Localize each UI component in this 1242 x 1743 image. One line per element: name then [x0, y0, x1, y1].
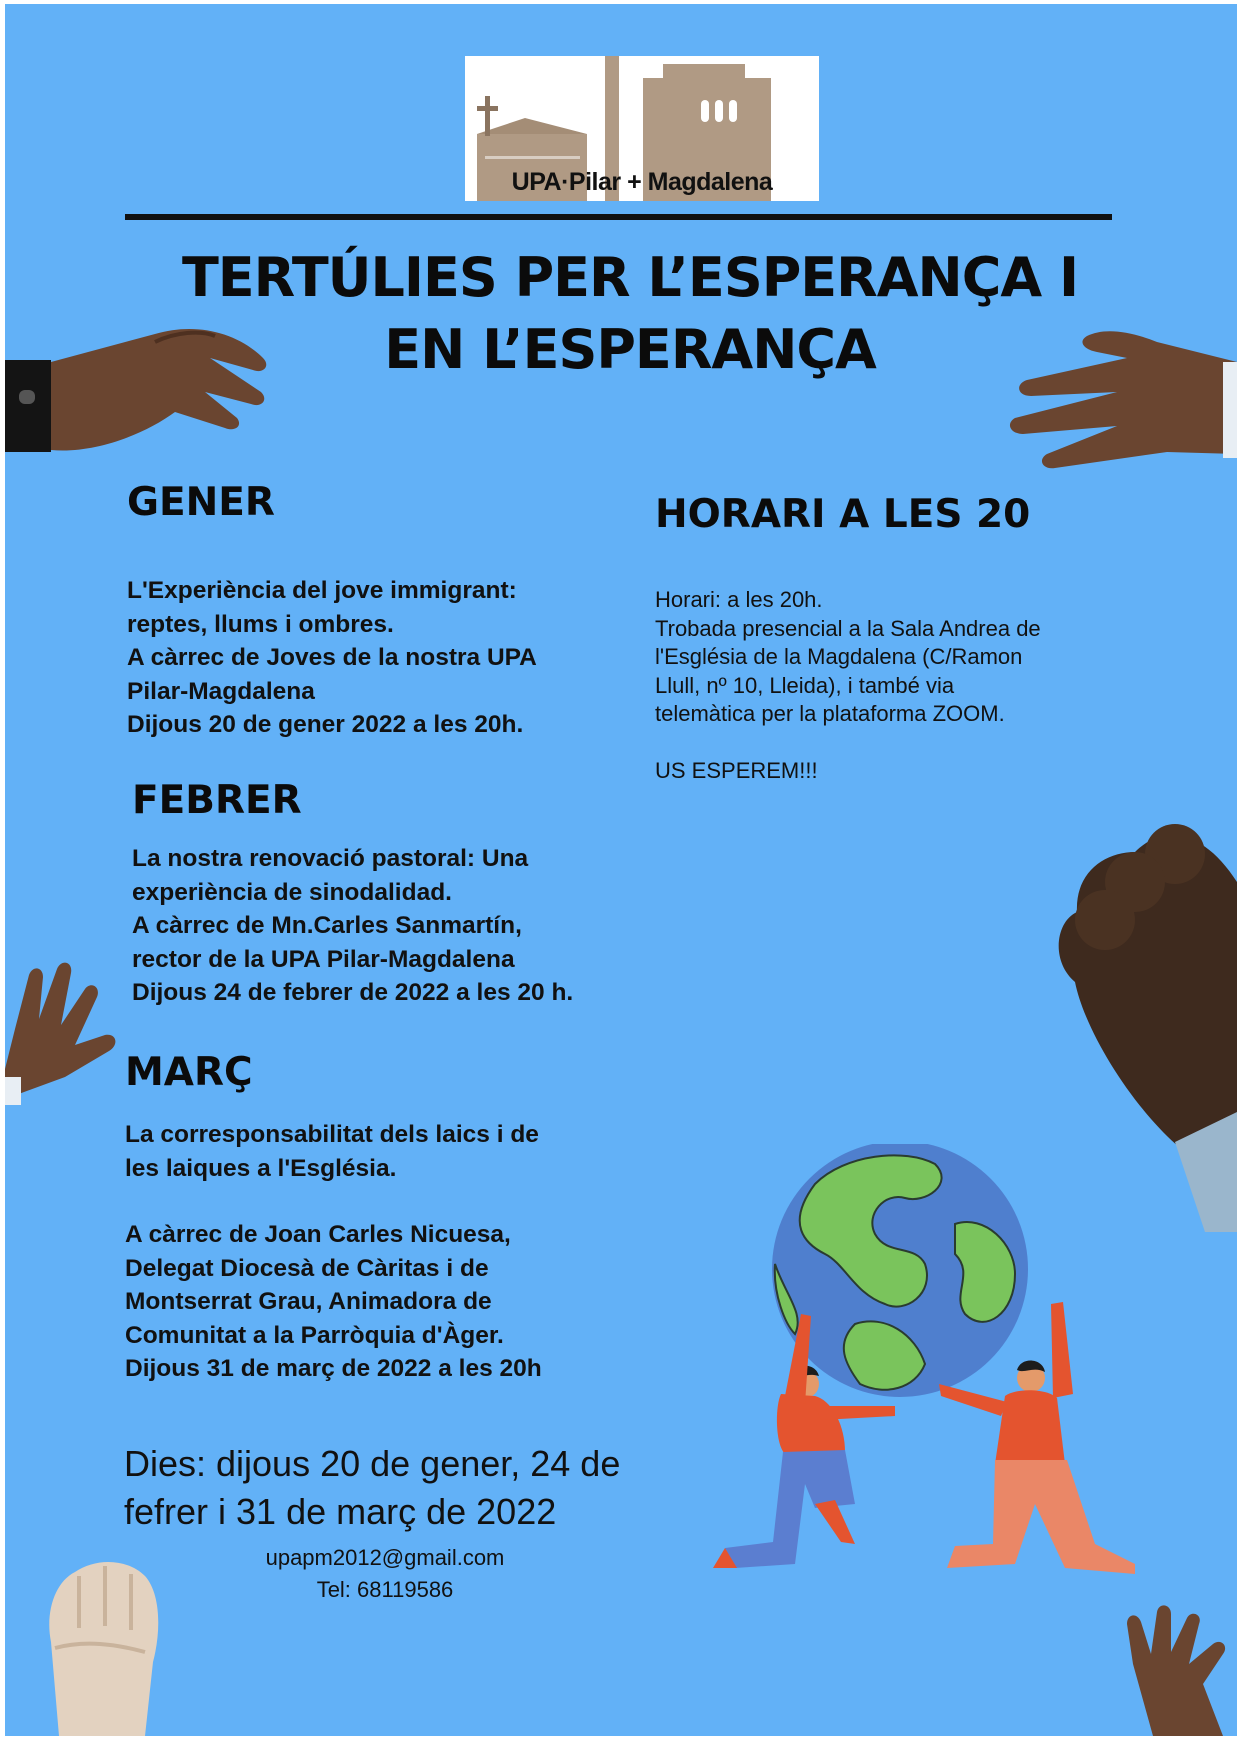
marc-line: les laiques a l'Església.: [125, 1154, 397, 1182]
gener-line: A càrrec de Joves de la nostra UPA: [127, 644, 537, 671]
marc-line: Dijous 31 de març de 2022 a les 20h: [125, 1355, 542, 1382]
gener-line: Dijous 20 de gener 2022 a les 20h.: [127, 711, 524, 738]
febrer-heading: FEBRER: [132, 778, 302, 823]
contact-info: [185, 1542, 585, 1606]
fist-bottom-left-icon: [45, 1552, 165, 1736]
hand-bottom-right-icon: [1123, 1604, 1237, 1736]
gener-line: Pilar-Magdalena: [127, 677, 315, 705]
dates-line-1: Dies: dijous 20 de gener, 24 de: [124, 1443, 621, 1484]
horari-heading: HORARI A LES 20: [655, 492, 1031, 537]
header-divider: [125, 214, 1112, 220]
marc-line: Delegat Diocesà de Càritas i de: [125, 1254, 489, 1282]
gener-line: reptes, llums i ombres.: [127, 610, 394, 638]
marc-body: [125, 1118, 542, 1386]
horari-line: l'Església de la Magdalena (C/Ramon: [655, 644, 1023, 669]
logo-text: UPA·Pilar + Magdalena: [511, 168, 773, 196]
febrer-line: Dijous 24 de febrer de 2022 a les 20 h.: [132, 979, 574, 1006]
spacer: [125, 1185, 542, 1218]
gener-line: L'Experiència del jove immigrant:: [127, 577, 517, 604]
marc-line: Montserrat Grau, Animadora de: [125, 1288, 492, 1315]
page-title: [135, 242, 1125, 386]
contact-phone: Tel: 68119586: [316, 1577, 454, 1602]
spacer: [655, 729, 1041, 757]
contact-email: upapm2012@gmail.com: [265, 1545, 505, 1570]
title-line-1: TERTÚLIES PER L’ESPERANÇA I: [181, 246, 1079, 309]
febrer-line: A càrrec de Mn.Carles Sanmartín,: [132, 912, 522, 939]
hand-top-left-icon: [5, 322, 275, 472]
horari-line: Horari: a les 20h.: [655, 587, 823, 612]
gener-heading: GENER: [127, 480, 275, 525]
horari-line: US ESPEREM!!!: [655, 757, 818, 783]
febrer-line: experiència de sinodalidad.: [132, 878, 452, 906]
horari-line: Llull, nº 10, Lleida), i també via: [655, 672, 955, 698]
marc-line: A càrrec de Joan Carles Nicuesa,: [125, 1221, 511, 1248]
horari-body: [655, 586, 1041, 785]
marc-heading: MARÇ: [125, 1050, 253, 1095]
marc-line: Comunitat a la Parròquia d'Àger.: [125, 1321, 504, 1349]
parish-logo: [465, 56, 819, 201]
poster: [5, 4, 1237, 1736]
event-dates: [124, 1440, 620, 1536]
horari-line: Trobada presencial a la Sala Andrea de: [655, 615, 1041, 641]
hand-left-icon: [5, 959, 125, 1129]
febrer-line: La nostra renovació pastoral: Una: [132, 845, 529, 872]
title-line-2: EN L’ESPERANÇA: [384, 318, 876, 381]
dates-line-2: fefrer i 31 de març de 2022: [124, 1491, 557, 1532]
globe-people-illustration: [655, 1144, 1145, 1614]
febrer-body: [132, 842, 573, 1010]
febrer-line: rector de la UPA Pilar-Magdalena: [132, 945, 515, 973]
hand-top-right-icon: [1007, 322, 1237, 492]
gener-body: [127, 574, 537, 742]
marc-line: La corresponsabilitat dels laics i de: [125, 1121, 539, 1148]
horari-line: telemàtica per la plataforma ZOOM.: [655, 701, 1005, 726]
